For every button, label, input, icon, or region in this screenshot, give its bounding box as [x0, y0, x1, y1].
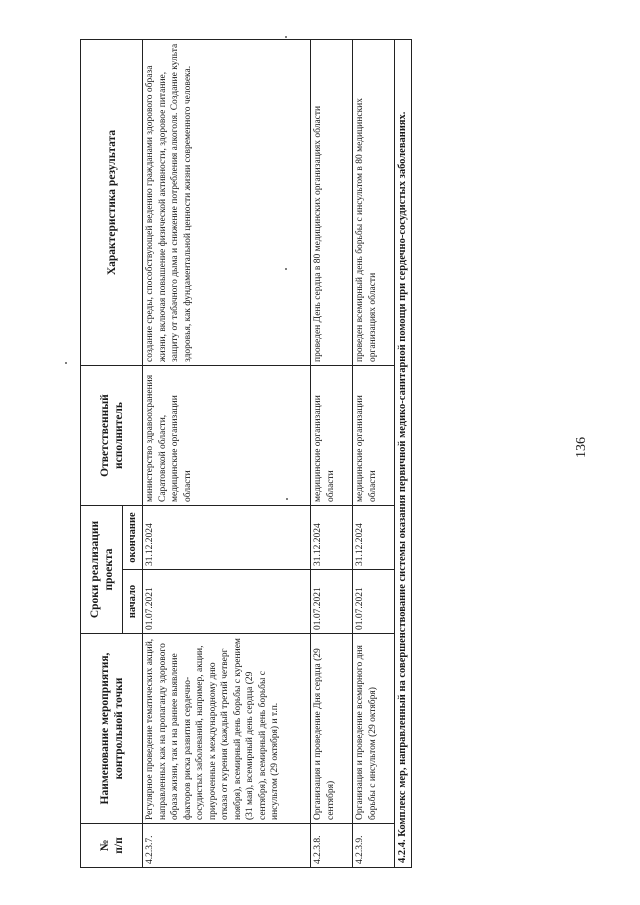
scan-speck — [285, 36, 287, 38]
header-name: Наименование мероприятия, контрольной точки — [81, 634, 143, 824]
row-name: Организация и проведение Дня сердца (29 сентября) — [311, 634, 353, 824]
row-start: 01.07.2021 — [311, 570, 353, 634]
scan-speck — [286, 498, 288, 500]
row-name: Регулярное проведение тематических акций, направленных как на пропаганду здорового образа жизни, так и на раннее выявление факторов риска развития сердечно-сосудистых заболеваний, например, акции, приуроченные к международному дню отказа от курения (каждый третий четверг ноября), всемирный день борьбы с курением (31 мая), всемирный день сердца (29 сентября), всемирный день борьбы с инсультом (29 октября) и т.п. — [143, 634, 311, 824]
measures-table — [80, 39, 412, 868]
row-end: 31.12.2024 — [311, 506, 353, 570]
header-start: начало — [123, 570, 143, 634]
scan-speck — [65, 362, 67, 364]
page-number: 136 — [574, 437, 589, 458]
row-result: проведен День сердца в 80 медицинских организациях области — [311, 40, 353, 366]
header-result: Характеристика результата — [81, 40, 143, 366]
row-num: 4.2.3.9. — [353, 824, 395, 868]
table-row — [311, 40, 353, 868]
row-start: 01.07.2021 — [353, 570, 395, 634]
row-result: создание среды, способствующей ведению гражданами здорового образа жизни, включая повышение физической активности, здоровое питание, защиту от табачного дыма и снижение потребления алкоголя. Создание культа здоровья, как фундаментальной ценности жизни современного человека. — [143, 40, 311, 366]
section-row — [395, 40, 412, 868]
header-executor: Ответственный исполнитель — [81, 366, 143, 506]
table-row — [353, 40, 395, 868]
row-executor: медицинские организации области — [311, 366, 353, 506]
row-end: 31.12.2024 — [143, 506, 311, 570]
table-header — [81, 40, 143, 868]
scan-speck — [285, 268, 287, 270]
header-num: № п/п — [81, 824, 143, 868]
row-executor: медицинские организации области — [353, 366, 395, 506]
header-period: Сроки реализации проекта — [81, 506, 123, 634]
row-num: 4.2.3.8. — [311, 824, 353, 868]
row-name: Организация и проведение всемирного дня борьбы с инсультом (29 октября) — [353, 634, 395, 824]
section-title: 4.2.4. Комплекс мер, направленный на совершенствование системы оказания первичной медико-санитарной помощи при сердечно-сосудистых заболеваниях. — [395, 40, 412, 868]
table-row — [143, 40, 311, 868]
header-end: окончание — [123, 506, 143, 570]
document-sheet — [80, 40, 448, 868]
row-result: проведен всемирный день борьбы с инсультом в 80 медицинских организациях области — [353, 40, 395, 366]
row-executor: министерство здравоохранения Саратовской области, медицинские организации области — [143, 366, 311, 506]
row-end: 31.12.2024 — [353, 506, 395, 570]
row-num: 4.2.3.7. — [143, 824, 311, 868]
row-start: 01.07.2021 — [143, 570, 311, 634]
